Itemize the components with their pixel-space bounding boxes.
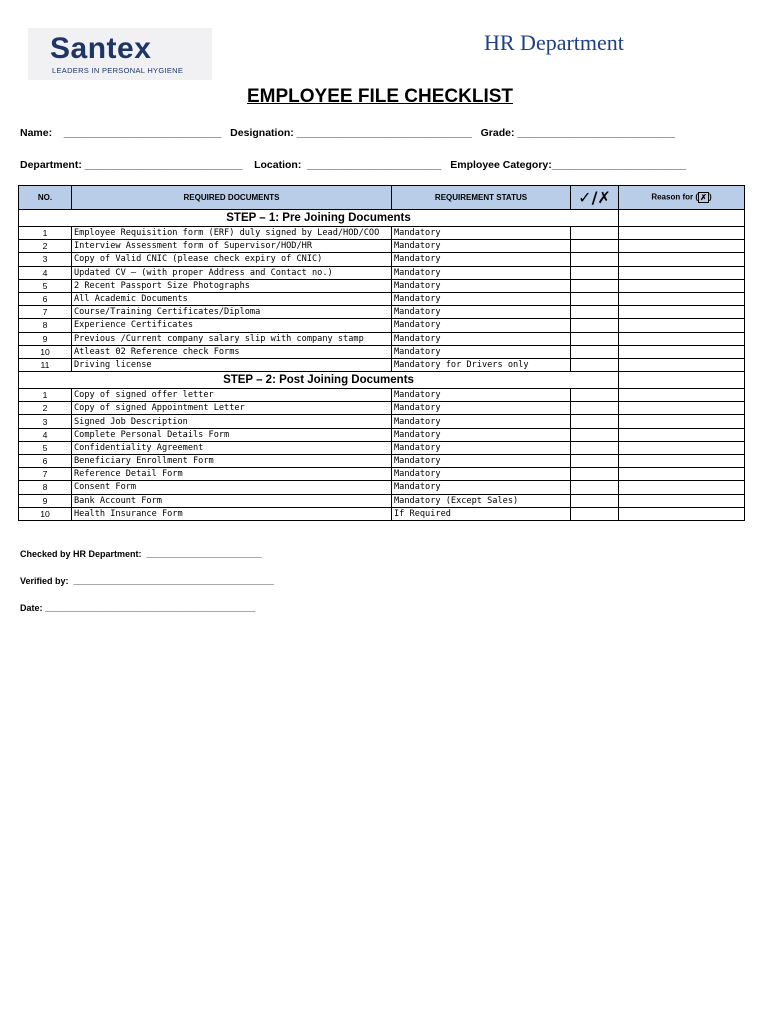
table-header-row <box>19 186 745 210</box>
checklist-table <box>18 185 745 521</box>
row-status: Mandatory <box>392 279 571 292</box>
row-check-cell[interactable] <box>571 494 619 507</box>
row-number: 10 <box>19 507 72 520</box>
row-number: 8 <box>19 481 72 494</box>
row-number: 6 <box>19 455 72 468</box>
step-heading-row <box>19 210 745 227</box>
row-check-cell[interactable] <box>571 389 619 402</box>
row-document: Course/Training Certificates/Diploma <box>72 306 392 319</box>
row-reason-cell[interactable] <box>619 481 745 494</box>
employee-fields-row-1: Name: ___________________________ Designation: ______________________________ Grade: ___________________________ <box>20 127 676 139</box>
company-logo <box>28 28 212 80</box>
table-row <box>19 468 745 481</box>
row-document: Atleast 02 Reference check Forms <box>72 345 392 358</box>
table-row <box>19 306 745 319</box>
row-document: Updated CV – (with proper Address and Contact no.) <box>72 266 392 279</box>
row-status: Mandatory <box>392 332 571 345</box>
row-document: 2 Recent Passport Size Photographs <box>72 279 392 292</box>
row-check-cell[interactable] <box>571 507 619 520</box>
row-status: Mandatory <box>392 240 571 253</box>
row-document: Reference Detail Form <box>72 468 392 481</box>
table-row <box>19 402 745 415</box>
row-reason-cell[interactable] <box>619 240 745 253</box>
row-check-cell[interactable] <box>571 481 619 494</box>
row-document: Bank Account Form <box>72 494 392 507</box>
row-document: Confidentiality Agreement <box>72 441 392 454</box>
row-number: 6 <box>19 292 72 305</box>
row-status: Mandatory <box>392 415 571 428</box>
page-title: EMPLOYEE FILE CHECKLIST <box>246 86 514 107</box>
table-row <box>19 428 745 441</box>
row-reason-cell[interactable] <box>619 227 745 240</box>
row-status: Mandatory <box>392 481 571 494</box>
tick-cross-icon: ✓/✗ <box>578 188 611 207</box>
row-status: Mandatory <box>392 306 571 319</box>
row-check-cell[interactable] <box>571 332 619 345</box>
row-reason-cell[interactable] <box>619 306 745 319</box>
row-status: Mandatory <box>392 319 571 332</box>
row-reason-cell[interactable] <box>619 319 745 332</box>
row-document: Copy of signed offer letter <box>72 389 392 402</box>
table-row <box>19 266 745 279</box>
table-row <box>19 507 745 520</box>
row-status: Mandatory <box>392 428 571 441</box>
row-check-cell[interactable] <box>571 428 619 441</box>
step-title: STEP – 1: Pre Joining Documents <box>19 210 619 227</box>
table-row <box>19 240 745 253</box>
header-tick <box>571 186 619 210</box>
row-document: Copy of Valid CNIC (please check expiry of CNIC) <box>72 253 392 266</box>
row-status: Mandatory <box>392 455 571 468</box>
row-status: Mandatory <box>392 292 571 305</box>
table-row <box>19 415 745 428</box>
row-document: Driving license <box>72 358 392 371</box>
row-reason-cell[interactable] <box>619 358 745 371</box>
reason-close: ) <box>709 192 712 202</box>
step-reason-cell <box>619 372 745 389</box>
header-reason <box>619 186 745 210</box>
row-status: Mandatory <box>392 468 571 481</box>
row-status: Mandatory for Drivers only <box>392 358 571 371</box>
row-status: Mandatory <box>392 441 571 454</box>
table-row <box>19 292 745 305</box>
table-row <box>19 455 745 468</box>
reason-label: Reason for ( <box>651 192 698 202</box>
step-heading-row <box>19 372 745 389</box>
row-number: 5 <box>19 441 72 454</box>
row-number: 1 <box>19 389 72 402</box>
row-document: Signed Job Description <box>72 415 392 428</box>
row-check-cell[interactable] <box>571 358 619 371</box>
row-number: 2 <box>19 240 72 253</box>
row-status: Mandatory <box>392 389 571 402</box>
row-reason-cell[interactable] <box>619 345 745 358</box>
row-reason-cell[interactable] <box>619 253 745 266</box>
table-row <box>19 332 745 345</box>
row-document: Beneficiary Enrollment Form <box>72 455 392 468</box>
row-reason-cell[interactable] <box>619 332 745 345</box>
row-number: 4 <box>19 428 72 441</box>
row-check-cell[interactable] <box>571 319 619 332</box>
row-document: Health Insurance Form <box>72 507 392 520</box>
row-document: All Academic Documents <box>72 292 392 305</box>
row-reason-cell[interactable] <box>619 389 745 402</box>
row-check-cell[interactable] <box>571 253 619 266</box>
table-row <box>19 345 745 358</box>
table-row <box>19 253 745 266</box>
row-reason-cell[interactable] <box>619 428 745 441</box>
row-reason-cell[interactable] <box>619 468 745 481</box>
row-check-cell[interactable] <box>571 266 619 279</box>
row-reason-cell[interactable] <box>619 494 745 507</box>
row-number: 9 <box>19 494 72 507</box>
department-heading: HR Department <box>484 30 624 55</box>
row-document: Consent Form <box>72 481 392 494</box>
row-check-cell[interactable] <box>571 455 619 468</box>
date-field: Date: __________________________________________ <box>20 603 256 613</box>
row-check-cell[interactable] <box>571 345 619 358</box>
row-check-cell[interactable] <box>571 468 619 481</box>
row-number: 3 <box>19 253 72 266</box>
step-reason-cell <box>619 210 745 227</box>
row-number: 1 <box>19 227 72 240</box>
table-row <box>19 227 745 240</box>
employee-fields-row-2: Department: ___________________________ Location: _______________________ Employee Category:_______________________ <box>20 159 687 171</box>
row-check-cell[interactable] <box>571 415 619 428</box>
row-reason-cell[interactable] <box>619 415 745 428</box>
row-number: 7 <box>19 306 72 319</box>
table-row <box>19 279 745 292</box>
row-number: 8 <box>19 319 72 332</box>
table-row <box>19 389 745 402</box>
row-number: 10 <box>19 345 72 358</box>
row-document: Interview Assessment form of Supervisor/HOD/HR <box>72 240 392 253</box>
row-check-cell[interactable] <box>571 306 619 319</box>
row-reason-cell[interactable] <box>619 292 745 305</box>
row-check-cell[interactable] <box>571 240 619 253</box>
row-reason-cell[interactable] <box>619 455 745 468</box>
row-check-cell[interactable] <box>571 292 619 305</box>
step-title: STEP – 2: Post Joining Documents <box>19 372 619 389</box>
row-status: Mandatory <box>392 345 571 358</box>
table-row <box>19 358 745 371</box>
table-row <box>19 441 745 454</box>
row-document: Copy of signed Appointment Letter <box>72 402 392 415</box>
header-no: NO. <box>19 186 72 210</box>
verified-by-field: Verified by: ________________________________________ <box>20 576 274 586</box>
row-reason-cell[interactable] <box>619 266 745 279</box>
row-document: Complete Personal Details Form <box>72 428 392 441</box>
row-number: 2 <box>19 402 72 415</box>
table-row <box>19 481 745 494</box>
row-check-cell[interactable] <box>571 279 619 292</box>
header-documents: REQUIRED DOCUMENTS <box>72 186 392 210</box>
row-document: Experience Certificates <box>72 319 392 332</box>
row-reason-cell[interactable] <box>619 507 745 520</box>
row-number: 7 <box>19 468 72 481</box>
row-status: If Required <box>392 507 571 520</box>
logo-tagline: LEADERS IN PERSONAL HYGIENE <box>52 66 184 75</box>
row-reason-cell[interactable] <box>619 441 745 454</box>
row-check-cell[interactable] <box>571 441 619 454</box>
row-number: 9 <box>19 332 72 345</box>
row-status: Mandatory <box>392 266 571 279</box>
logo-name: Santex <box>50 32 152 65</box>
row-status: Mandatory (Except Sales) <box>392 494 571 507</box>
row-status: Mandatory <box>392 253 571 266</box>
row-number: 11 <box>19 358 72 371</box>
header-status: REQUIREMENT STATUS <box>392 186 571 210</box>
row-reason-cell[interactable] <box>619 402 745 415</box>
crossed-box-icon: ✗ <box>698 192 709 203</box>
row-document: Previous /Current company salary slip with company stamp <box>72 332 392 345</box>
checked-by-field: Checked by HR Department: _______________________ <box>20 549 262 559</box>
table-row <box>19 494 745 507</box>
row-check-cell[interactable] <box>571 402 619 415</box>
row-number: 4 <box>19 266 72 279</box>
row-document: Employee Requisition form (ERF) duly signed by Lead/HOD/COO <box>72 227 392 240</box>
row-check-cell[interactable] <box>571 227 619 240</box>
row-status: Mandatory <box>392 227 571 240</box>
table-row <box>19 319 745 332</box>
row-status: Mandatory <box>392 402 571 415</box>
row-reason-cell[interactable] <box>619 279 745 292</box>
row-number: 3 <box>19 415 72 428</box>
row-number: 5 <box>19 279 72 292</box>
